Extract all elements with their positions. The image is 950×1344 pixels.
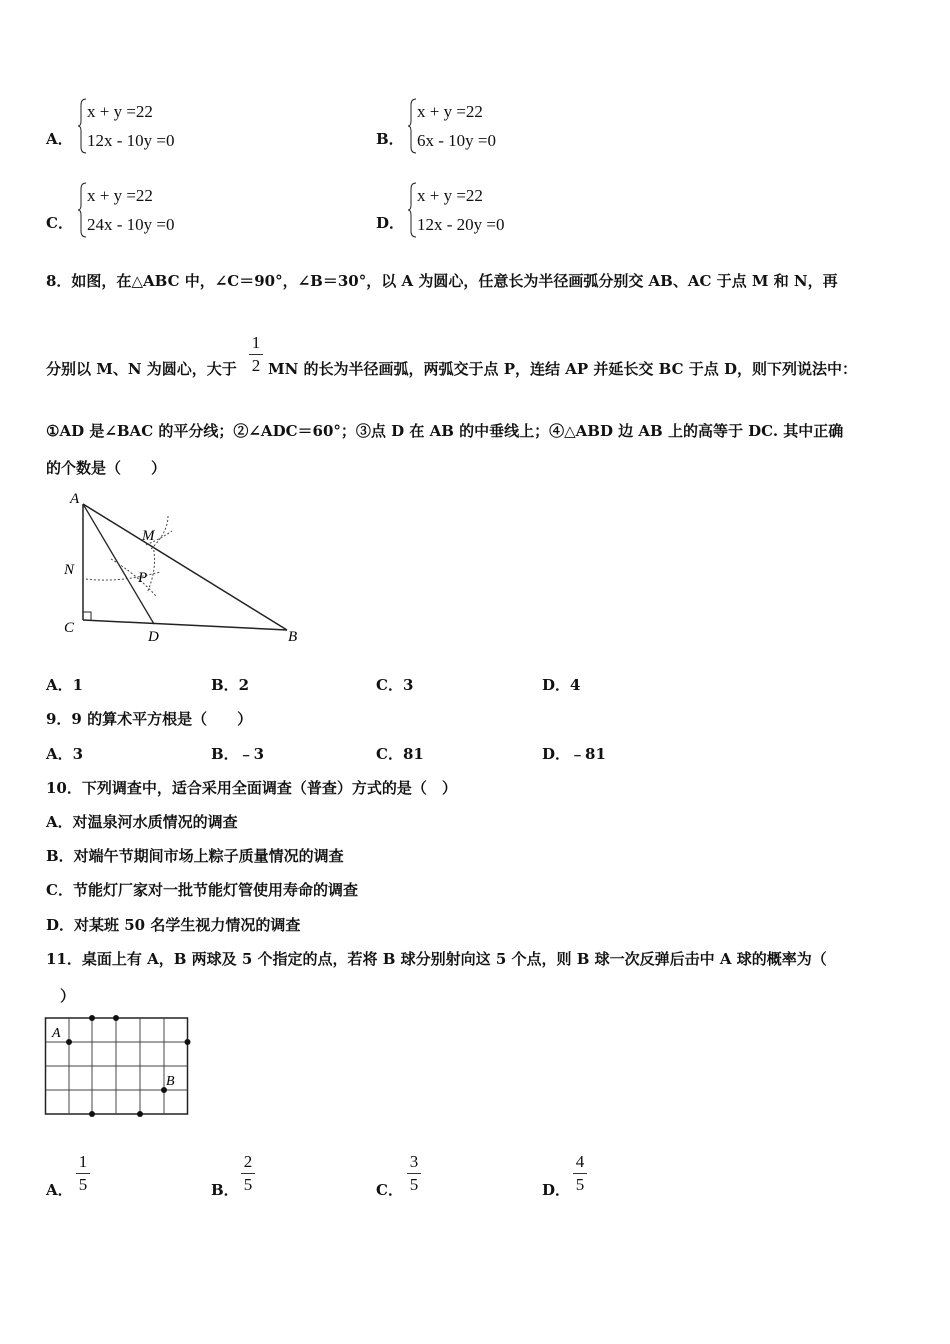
q9-option-c[interactable]: C．81 (376, 745, 424, 763)
q11-stem: 11．桌面上有 A，B 两球及 5 个指定的点，若将 B 球分别射向这 5 个点，则 B 球一次反弹后击中 A 球的概率为（ (46, 950, 827, 968)
q8-fraction-numerator: 1 (251, 333, 261, 352)
q8-option-b[interactable]: B．2 (211, 676, 250, 694)
q7-option-a-eq2: 12x - 10y =0 (87, 131, 175, 150)
q11-option-a-label[interactable]: A． (46, 1181, 73, 1199)
q8-option-d[interactable]: D．4 (542, 676, 581, 694)
q11-grid-figure (44, 1015, 196, 1119)
label-c: C (64, 620, 75, 636)
segment-cb (83, 620, 287, 630)
q7-option-b-eq1: x + y =22 (417, 102, 483, 121)
q8-option-a[interactable]: A．1 (46, 676, 84, 694)
q7-option-d-eq1: x + y =22 (417, 186, 483, 205)
q8-stem-line2-post: MN 的长为半径画弧，两弧交于点 P，连结 AP 并延长交 BC 于点 D，则下列说法中： (268, 360, 857, 378)
q7-option-a-system (78, 97, 228, 157)
q9-option-a[interactable]: A．3 (46, 745, 84, 763)
q7-option-b-system (408, 97, 558, 157)
q7-option-b-eq2: 6x - 10y =0 (417, 131, 496, 150)
q8-stem-line2-pre: 分别以 M、N 为圆心，大于 (46, 360, 237, 378)
label-b: B (166, 1074, 175, 1089)
q11-option-c-label[interactable]: C． (376, 1181, 403, 1199)
segment-ab (83, 504, 287, 630)
q11-option-c-fraction: 3 5 (407, 1152, 421, 1195)
q7-option-d-label[interactable]: D． (376, 214, 405, 232)
q11-stem-end: ） (60, 987, 76, 1005)
q8-stem-line4: 的个数是（ ） (46, 459, 167, 477)
q9-option-b[interactable]: B．﹣3 (211, 745, 265, 763)
q7-option-a-eq1: x + y =22 (87, 102, 153, 121)
q7-option-c-eq1: x + y =22 (87, 186, 153, 205)
label-a: A (70, 491, 80, 507)
q10-option-c[interactable]: C．节能灯厂家对一批节能灯管使用寿命的调查 (46, 881, 358, 899)
q9-stem: 9．9 的算术平方根是（ ） (46, 710, 253, 728)
q7-option-b-label[interactable]: B． (376, 130, 404, 148)
label-n: N (64, 562, 75, 578)
arc-from-m (147, 546, 155, 593)
label-b: B (288, 629, 298, 645)
q11-option-d-label[interactable]: D． (542, 1181, 571, 1199)
q8-fraction (249, 333, 263, 376)
q7-option-d-eq2: 12x - 20y =0 (417, 215, 505, 234)
q11-option-a-fraction: 1 5 (76, 1152, 90, 1195)
q10-option-a[interactable]: A．对温泉河水质情况的调查 (46, 813, 238, 831)
label-m: M (142, 528, 155, 544)
q8-fraction-denominator: 2 (251, 356, 261, 375)
label-a: A (52, 1026, 61, 1041)
q11-option-b-label[interactable]: B． (211, 1181, 239, 1199)
right-angle-icon (83, 612, 91, 620)
arc-n (86, 572, 160, 580)
q8-option-c[interactable]: C．3 (376, 676, 414, 694)
label-p: P (138, 570, 148, 586)
q7-option-c-label[interactable]: C． (46, 214, 73, 232)
q8-stem-line3: ①AD 是∠BAC 的平分线；②∠ADC＝60°；③点 D 在 AB 的中垂线上；④△ABD 边 AB 上的高等于 DC. 其中正确 (46, 422, 844, 440)
q9-option-d[interactable]: D．﹣81 (542, 745, 606, 763)
label-d: D (148, 629, 159, 645)
q10-stem: 10．下列调查中，适合采用全面调查（普查）方式的是（ ） (46, 779, 457, 797)
q8-stem-line1: 8．如图，在△ABC 中，∠C＝90°，∠B＝30°，以 A 为圆心，任意长为半径画弧分别交 AB、AC 于点 M 和 N，再 (46, 272, 838, 290)
ball-a (66, 1039, 72, 1045)
q11-option-b-fraction: 2 5 (241, 1152, 255, 1195)
grid-lines (46, 1018, 188, 1114)
q8-triangle-figure (50, 488, 320, 648)
q10-option-b[interactable]: B．对端午节期间市场上粽子质量情况的调查 (46, 847, 344, 865)
q7-option-d-system (408, 181, 558, 241)
q7-option-c-system (78, 181, 228, 241)
q7-option-a-label[interactable]: A． (46, 130, 73, 148)
q11-option-d-fraction: 4 5 (573, 1152, 587, 1195)
q10-option-d[interactable]: D．对某班 50 名学生视力情况的调查 (46, 916, 301, 934)
q7-option-c-eq2: 24x - 10y =0 (87, 215, 175, 234)
